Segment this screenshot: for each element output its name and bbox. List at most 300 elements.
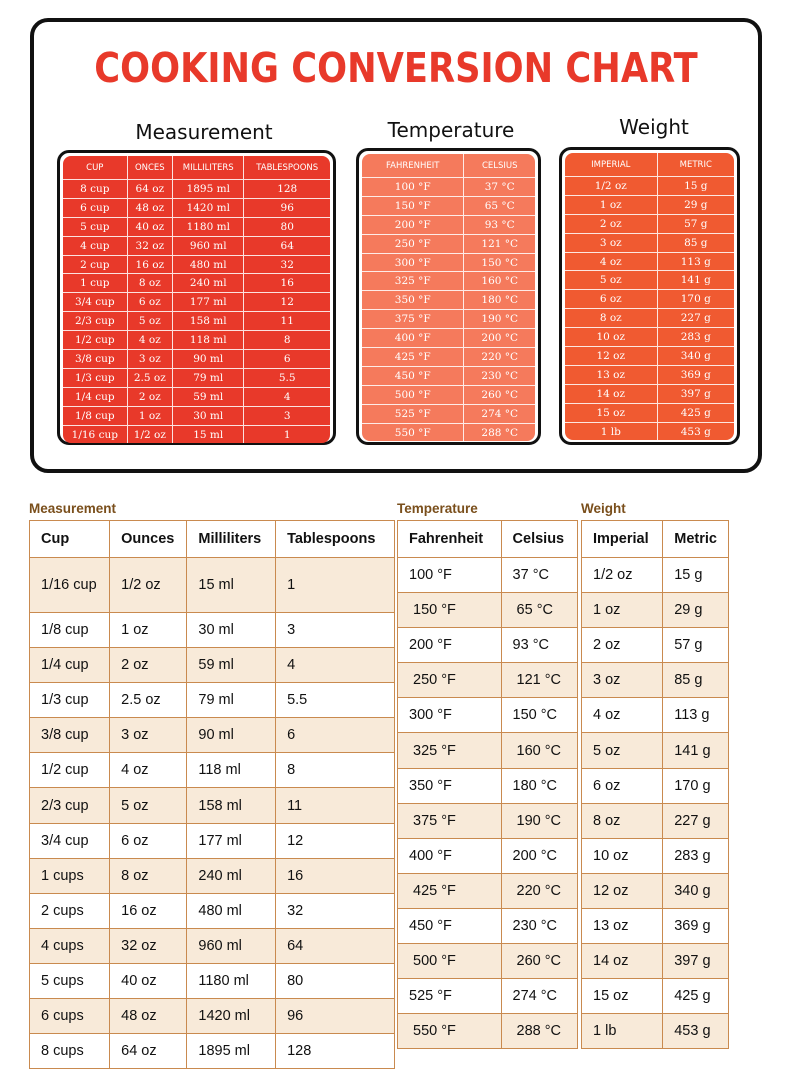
table-cell: 8 [243,330,330,349]
table-cell: 8 oz [127,273,172,292]
table-row [362,177,535,196]
table-cell: 180 °C [463,290,535,309]
table-cell: 5.5 [243,368,330,387]
table-cell: 200 °F [398,628,502,663]
table-cell: 4 oz [582,698,663,733]
table-cell: 15 oz [582,979,663,1014]
table-row [565,365,734,384]
table-cell: 65 °C [501,593,577,628]
column-header: Imperial [582,521,663,558]
table-cell: 1/2 cup [30,753,110,788]
table-cell: 960 ml [172,236,243,255]
table-row [362,328,535,347]
table-row [362,290,535,309]
table-cell: 5 oz [110,788,187,823]
table-cell: 79 ml [172,368,243,387]
table-row [398,944,578,979]
table-cell: 230 °C [501,908,577,943]
table-row [565,252,734,271]
table-cell: 1/3 cup [63,368,127,387]
table-row [30,963,395,998]
table-cell: 170 g [657,289,734,308]
table-row [582,908,729,943]
table-cell: 340 g [657,346,734,365]
table-row [63,236,330,255]
table-cell: 960 ml [187,928,276,963]
table-cell: 4 cup [63,236,127,255]
table-cell: 2/3 cup [63,311,127,330]
table-cell: 480 ml [172,255,243,274]
table-cell: 14 oz [582,944,663,979]
table-cell: 340 g [663,873,729,908]
table-row [30,613,395,648]
table-cell: 100 °F [398,558,502,593]
table-cell: 16 oz [127,255,172,274]
table-cell: 1/2 oz [565,176,657,195]
table-cell: 2 oz [582,628,663,663]
table-cell: 5 oz [565,270,657,289]
table-row [63,292,330,311]
table-cell: 375 °F [398,803,502,838]
table-cell: 12 oz [565,346,657,365]
table-cell: 1 oz [565,195,657,214]
table-cell: 1/8 cup [30,613,110,648]
table-cell: 57 g [663,628,729,663]
table-row [398,698,578,733]
table-cell: 32 oz [110,928,187,963]
table-cell: 4 oz [565,252,657,271]
table-cell: 300 °F [398,698,502,733]
table-cell: 64 [276,928,395,963]
table-cell: 6 [243,349,330,368]
column-header: Ounces [110,521,187,558]
table-cell: 397 g [657,384,734,403]
conversion-poster [30,18,762,473]
table-cell: 1 oz [582,593,663,628]
table-cell: 113 g [663,698,729,733]
table-cell: 118 ml [172,330,243,349]
column-header: Tablespoons [276,521,395,558]
column-header: IMPERIAL [591,159,631,170]
table-cell: 480 ml [187,893,276,928]
weight-label: Weight [581,501,626,516]
table-cell: 1/2 oz [110,558,187,613]
table-cell: 1 lb [565,422,657,441]
table-cell: 8 oz [582,803,663,838]
table-cell: 240 ml [187,858,276,893]
table-cell: 6 [276,718,395,753]
table-cell: 2 oz [110,648,187,683]
measurement-label: Measurement [29,501,117,516]
table-cell: 1420 ml [172,198,243,217]
table-cell: 160 °C [501,733,577,768]
table-cell: 12 [276,823,395,858]
table-cell: 32 oz [127,236,172,255]
table-row [398,1014,578,1049]
table-cell: 369 g [657,365,734,384]
table-cell: 220 °C [501,873,577,908]
table-cell: 64 oz [127,179,172,198]
table-cell: 6 oz [127,292,172,311]
poster-title: COOKING CONVERSION CHART [94,44,698,92]
table-cell: 525 °F [362,404,463,423]
table-cell: 425 g [663,979,729,1014]
table-row [582,873,729,908]
poster-weight-frame [559,147,740,445]
table-cell: 5.5 [276,683,395,718]
table-cell: 3 oz [127,349,172,368]
table-row [565,422,734,441]
column-header: METRIC [657,153,734,176]
table-cell: 227 g [657,308,734,327]
table-row [30,858,395,893]
table-cell: 15 oz [565,403,657,422]
table-cell: 8 cups [30,1034,110,1069]
table-cell: 16 [243,273,330,292]
table-cell: 400 °F [398,838,502,873]
table-row [565,176,734,195]
table-cell: 4 [276,648,395,683]
table-row [398,908,578,943]
table-row [63,273,330,292]
table-cell: 96 [276,999,395,1034]
table-cell: 400 °F [362,328,463,347]
table-cell: 170 g [663,768,729,803]
table-cell: 57 g [657,214,734,233]
table-cell: 525 °F [398,979,502,1014]
table-cell: 3 [243,406,330,425]
poster-weight-table [565,153,734,440]
table-cell: 1 lb [582,1014,663,1049]
table-row [398,979,578,1014]
table-cell: 350 °F [362,290,463,309]
table-row [30,558,395,613]
table-row [582,803,729,838]
table-cell: 325 °F [362,271,463,290]
table-cell: 500 °F [362,385,463,404]
table-row [30,683,395,718]
table-row [63,406,330,425]
table-row [362,234,535,253]
table-cell: 4 oz [127,330,172,349]
table-cell: 16 [276,858,395,893]
table-cell: 425 °F [398,873,502,908]
column-header: Metric [663,521,729,558]
table-cell: 6 oz [565,289,657,308]
table-cell: 48 oz [127,198,172,217]
table-row [30,893,395,928]
table-cell: 3/8 cup [30,718,110,753]
table-cell: 100 °F [362,177,463,196]
table-cell: 453 g [657,422,734,441]
table-cell: 3 [276,613,395,648]
table-row [63,425,330,444]
table-row [582,628,729,663]
table-row [565,384,734,403]
table-cell: 397 g [663,944,729,979]
column-header: CUP [86,162,104,173]
table-cell: 5 cups [30,963,110,998]
table-cell: 260 °C [501,944,577,979]
table-row [582,944,729,979]
table-cell: 1/2 cup [63,330,127,349]
table-row [362,271,535,290]
table-cell: 118 ml [187,753,276,788]
table-cell: 375 °F [362,309,463,328]
table-row [63,349,330,368]
table-cell: 1420 ml [187,999,276,1034]
table-cell: 85 g [657,233,734,252]
table-cell: 1/2 oz [582,558,663,593]
table-row [63,368,330,387]
table-cell: 160 °C [463,271,535,290]
table-cell: 11 [243,311,330,330]
table-cell: 500 °F [398,944,502,979]
table-cell: 93 °C [463,215,535,234]
table-cell: 150 °F [362,196,463,215]
table-cell: 350 °F [398,768,502,803]
table-cell: 48 oz [110,999,187,1034]
table-cell: 2.5 oz [127,368,172,387]
table-row [565,233,734,252]
table-cell: 1895 ml [172,179,243,198]
table-cell: 10 oz [565,327,657,346]
table-cell: 200 °C [501,838,577,873]
table-row [362,404,535,423]
table-cell: 150 °C [463,253,535,272]
table-row [398,733,578,768]
column-header: ONCES [127,156,172,179]
table-row [565,289,734,308]
table-cell: 29 g [657,195,734,214]
table-row [63,217,330,236]
poster-measurement-heading: Measurement [135,120,273,144]
table-row [398,558,578,593]
table-cell: 141 g [663,733,729,768]
table-cell: 274 °C [501,979,577,1014]
table-cell: 1 [276,558,395,613]
table-cell: 11 [276,788,395,823]
table-row [582,663,729,698]
table-row [582,768,729,803]
table-cell: 425 °F [362,347,463,366]
table-cell: 6 oz [582,768,663,803]
table-cell: 93 °C [501,628,577,663]
table-cell: 5 cup [63,217,127,236]
table-cell: 230 °C [463,366,535,385]
table-cell: 121 °C [463,234,535,253]
column-header: TABLESPOONS [243,156,330,179]
table-row [398,768,578,803]
table-cell: 2 cup [63,255,127,274]
poster-weight-heading: Weight [619,115,689,139]
table-cell: 369 g [663,908,729,943]
table-row [398,803,578,838]
table-cell: 80 [243,217,330,236]
table-cell: 90 ml [187,718,276,753]
table-cell: 6 cups [30,999,110,1034]
table-cell: 80 [276,963,395,998]
table-cell: 1/16 cup [63,425,127,444]
table-cell: 15 g [657,176,734,195]
table-cell: 8 [276,753,395,788]
table-cell: 4 cups [30,928,110,963]
table-cell: 220 °C [463,347,535,366]
table-cell: 2.5 oz [110,683,187,718]
table-cell: 8 oz [110,858,187,893]
table-row [30,928,395,963]
table-cell: 158 ml [172,311,243,330]
table-cell: 40 oz [127,217,172,236]
table-cell: 190 °C [501,803,577,838]
table-cell: 1/2 oz [127,425,172,444]
table-cell: 15 g [663,558,729,593]
table-cell: 64 oz [110,1034,187,1069]
poster-temperature-table [362,154,535,441]
table-row [398,663,578,698]
table-cell: 425 g [657,403,734,422]
table-cell: 1 cup [63,273,127,292]
table-cell: 121 °C [501,663,577,698]
table-cell: 32 [243,255,330,274]
table-cell: 177 ml [187,823,276,858]
table-cell: 283 g [663,838,729,873]
table-row [398,628,578,663]
table-cell: 40 oz [110,963,187,998]
table-cell: 5 oz [582,733,663,768]
table-row [362,309,535,328]
table-row [30,1034,395,1069]
column-header: CELSIUS [463,154,535,177]
table-cell: 300 °F [362,253,463,272]
table-cell: 2 oz [565,214,657,233]
table-cell: 158 ml [187,788,276,823]
poster-measurement-frame [57,150,336,445]
table-cell: 283 g [657,327,734,346]
table-row [63,179,330,198]
table-row [63,387,330,406]
table-cell: 128 [276,1034,395,1069]
table-cell: 450 °F [398,908,502,943]
table-row [565,270,734,289]
table-row [362,423,535,442]
table-cell: 16 oz [110,893,187,928]
table-row [362,347,535,366]
table-row [582,1014,729,1049]
table-cell: 227 g [663,803,729,838]
table-cell: 2/3 cup [30,788,110,823]
table-row [398,838,578,873]
table-cell: 12 [243,292,330,311]
table-row [582,733,729,768]
table-cell: 2 cups [30,893,110,928]
column-header: MILLILITERS [172,156,243,179]
table-row [63,330,330,349]
table-row [63,255,330,274]
table-cell: 550 °F [362,423,463,442]
table-cell: 30 ml [172,406,243,425]
table-cell: 200 °C [463,328,535,347]
table-row [398,593,578,628]
table-cell: 32 [276,893,395,928]
table-row [30,753,395,788]
table-row [63,311,330,330]
table-row [565,214,734,233]
table-cell: 15 ml [172,425,243,444]
table-cell: 177 ml [172,292,243,311]
poster-temperature-heading: Temperature [387,118,515,142]
table-cell: 3/4 cup [63,292,127,311]
table-cell: 250 °F [398,663,502,698]
table-row [582,593,729,628]
table-row [362,385,535,404]
table-cell: 12 oz [582,873,663,908]
table-cell: 3 oz [565,233,657,252]
table-row [30,648,395,683]
table-cell: 453 g [663,1014,729,1049]
table-row [565,308,734,327]
table-row [362,253,535,272]
table-cell: 1895 ml [187,1034,276,1069]
table-cell: 13 oz [582,908,663,943]
table-cell: 4 [243,387,330,406]
table-row [582,979,729,1014]
table-cell: 13 oz [565,365,657,384]
table-cell: 3/8 cup [63,349,127,368]
poster-temperature-frame [356,148,541,445]
table-cell: 325 °F [398,733,502,768]
weight-table [581,520,729,1049]
table-cell: 64 [243,236,330,255]
temperature-table [397,520,578,1049]
table-cell: 1/4 cup [63,387,127,406]
table-row [30,999,395,1034]
table-cell: 1/4 cup [30,648,110,683]
table-row [565,346,734,365]
table-row [30,823,395,858]
table-cell: 1 [243,425,330,444]
table-cell: 59 ml [172,387,243,406]
table-cell: 2 oz [127,387,172,406]
table-cell: 59 ml [187,648,276,683]
table-cell: 240 ml [172,273,243,292]
table-row [30,718,395,753]
table-row [362,215,535,234]
table-cell: 3 oz [110,718,187,753]
table-cell: 3 oz [582,663,663,698]
table-row [565,195,734,214]
table-row [398,873,578,908]
table-cell: 90 ml [172,349,243,368]
table-cell: 96 [243,198,330,217]
column-header: Celsius [501,521,577,558]
table-cell: 1 oz [110,613,187,648]
table-cell: 288 °C [463,423,535,442]
table-cell: 1/8 cup [63,406,127,425]
table-row [362,196,535,215]
temperature-label: Temperature [397,501,478,516]
table-cell: 1180 ml [187,963,276,998]
table-row [565,327,734,346]
table-cell: 15 ml [187,558,276,613]
column-header: FAHRENHEIT [386,160,440,171]
table-cell: 190 °C [463,309,535,328]
table-cell: 1 cups [30,858,110,893]
table-cell: 10 oz [582,838,663,873]
table-cell: 141 g [657,270,734,289]
table-cell: 37 °C [463,177,535,196]
table-cell: 85 g [663,663,729,698]
